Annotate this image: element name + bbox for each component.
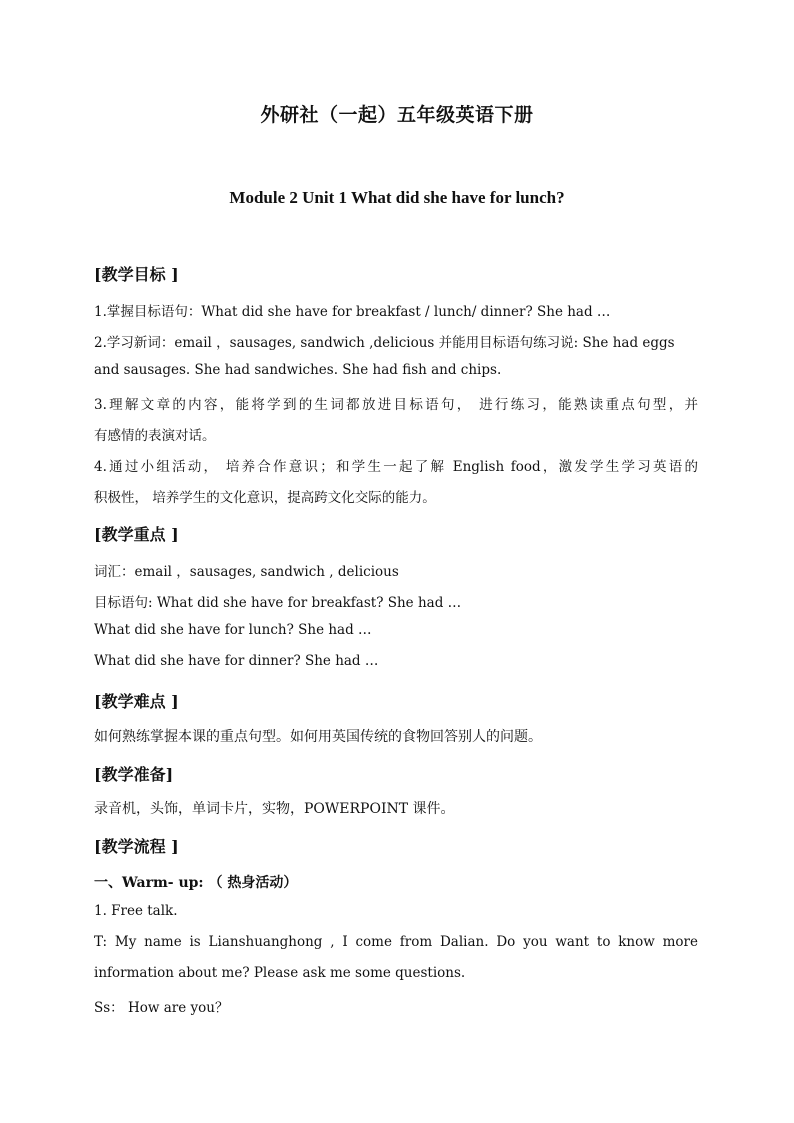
objective-line-6: 4.通过小组活动， 培养合作意识；和学生一起了解 English food，激发学生学习英语的 <box>94 459 698 475</box>
preparation-line-1: 录音机，头饰，单词卡片，实物，POWERPOINT 课件。 <box>94 801 455 817</box>
keypoint-line-4: What did she have for dinner? She had … <box>94 653 379 669</box>
section-heading-process: [教学流程 ] <box>94 837 179 856</box>
section-heading-preparation: [教学准备] <box>94 765 174 784</box>
section-heading-objectives: [教学目标 ] <box>94 265 179 284</box>
document-subtitle: Module 2 Unit 1 What did she have for lunch? <box>229 188 565 207</box>
difficulty-line-1: 如何熟练掌握本课的重点句型。如何用英国传统的食物回答别人的问题。 <box>94 729 542 745</box>
objective-line-2: 2.学习新词：email ，sausages, sandwich ,delicious 并能用目标语句练习说: She had eggs <box>94 335 675 351</box>
objective-line-3: and sausages. She had sandwiches. She had fish and chips. <box>94 362 502 378</box>
objective-line-1: 1.掌握目标语句：What did she have for breakfast / lunch/ dinner? She had … <box>94 304 611 320</box>
process-step-title: 一、Warm- up: （ 热身活动） <box>94 875 298 891</box>
process-line-1: 1. Free talk. <box>94 903 178 919</box>
process-line-2: T: My name is Lianshuanghong , I come from Dalian. Do you want to know more <box>94 934 698 950</box>
document-title: 外研社（一起）五年级英语下册 <box>260 104 534 126</box>
process-line-4: Ss： How are you？ <box>94 1000 229 1016</box>
section-heading-difficulties: [教学难点 ] <box>94 692 179 711</box>
section-heading-keypoints: [教学重点 ] <box>94 525 179 544</box>
objective-line-7: 积极性， 培养学生的文化意识，提高跨文化交际的能力。 <box>94 490 436 506</box>
keypoint-line-3: What did she have for lunch? She had … <box>94 622 372 638</box>
keypoint-line-1: 词汇：email ，sausages, sandwich , delicious <box>94 564 399 580</box>
objective-line-4: 3.理解文章的内容，能将学到的生词都放进目标语句， 进行练习，能熟读重点句型，并 <box>94 397 698 413</box>
process-line-3: information about me? Please ask me some questions. <box>94 965 466 981</box>
keypoint-line-2: 目标语句: What did she have for breakfast? She had … <box>94 595 462 611</box>
objective-line-5: 有感情的表演对话。 <box>94 428 216 444</box>
